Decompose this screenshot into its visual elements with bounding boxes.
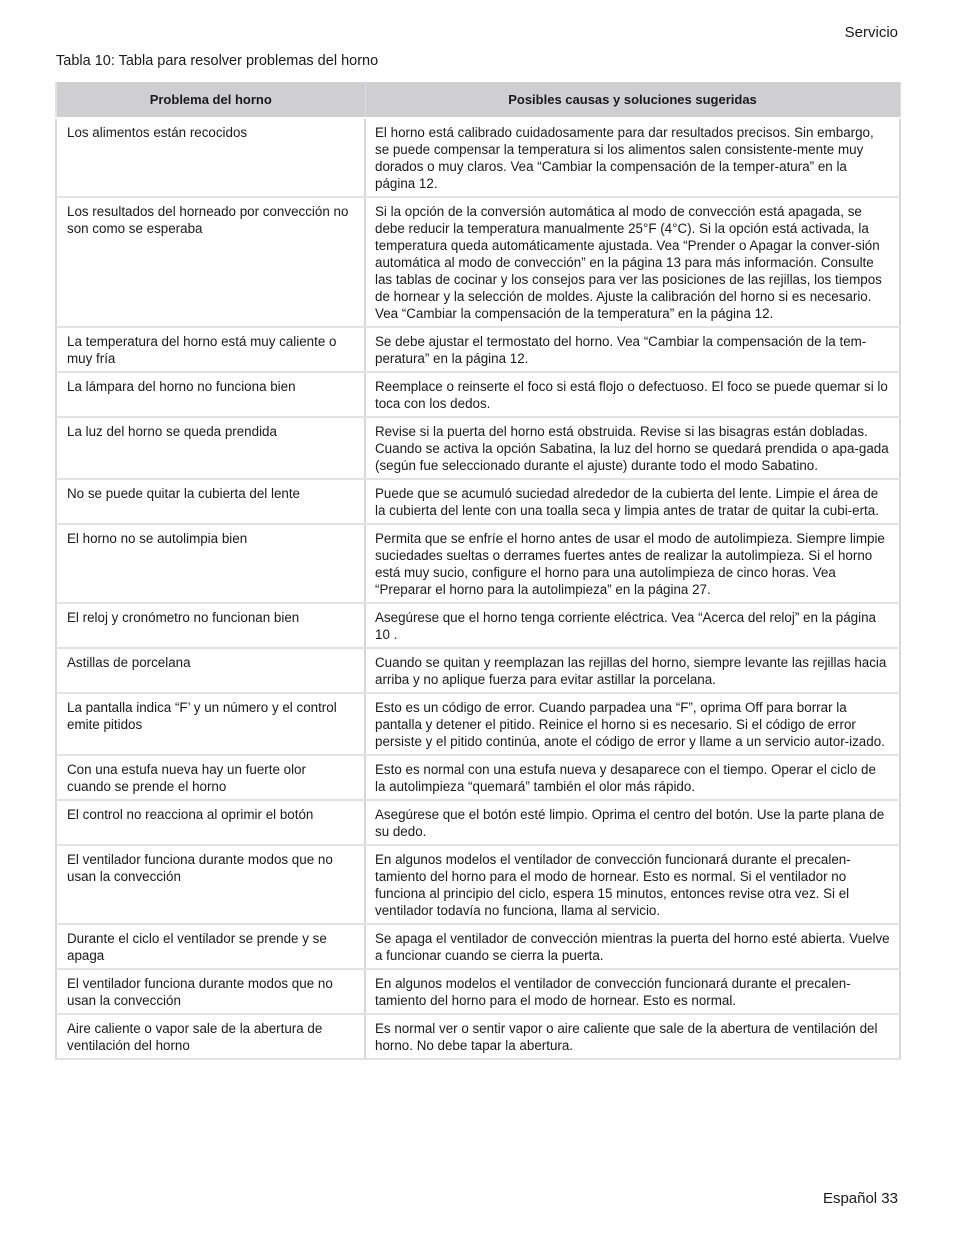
table-row [56,800,900,845]
table-row [56,1014,900,1059]
solution-cell: Cuando se quitan y reemplazan las rejillas del horno, siempre levante las rejillas hacia arriba y no aplique fuerza para evitar astillar la porcelana. [365,648,900,693]
problem-cell: El ventilador funciona durante modos que no usan la convección [56,845,365,924]
table-row [56,845,900,924]
column-header-solutions: Posibles causas y soluciones sugeridas [365,81,900,118]
solution-cell: En algunos modelos el ventilador de convección funcionará durante el precalen-tamiento del horno para el modo de hornear. Esto es normal. Si el ventilador no funciona al principio del ciclo, espera 15 minutos, entonces revise otra vez. Si el ventilador todavía no funciona, llama al servicio. [365,845,900,924]
table-row [56,648,900,693]
solution-cell: Reemplace o reinserte el foco si está flojo o defectuoso. El foco se puede quemar si lo toca con los dedos. [365,372,900,417]
running-head: Servicio [844,24,898,41]
solution-cell: Puede que se acumuló suciedad alrededor de la cubierta del lente. Limpie el área de la cubierta del lente con una toalla seca y limpia antes de tratar de quitar la cubi-erta. [365,479,900,524]
problem-cell: No se puede quitar la cubierta del lente [56,479,365,524]
solution-cell: Permita que se enfríe el horno antes de usar el modo de autolimpieza. Siempre limpie suciedades sueltas o derrames fuertes antes de realizar la autolimpieza. Si el horno está muy sucio, configure el horno para una autolimpieza de cinco horas. Vea “Preparar el horno para la autolimpieza” en la página 27. [365,524,900,603]
table-row [56,755,900,800]
problem-cell: El reloj y cronómetro no funcionan bien [56,603,365,648]
problem-cell: La lámpara del horno no funciona bien [56,372,365,417]
problem-cell: La temperatura del horno está muy caliente o muy fría [56,327,365,372]
problem-cell: La pantalla indica “F’ y un número y el control emite pitidos [56,693,365,755]
problem-cell: La luz del horno se queda prendida [56,417,365,479]
table-caption: Tabla 10: Tabla para resolver problemas del horno [56,53,379,69]
solution-cell: Es normal ver o sentir vapor o aire caliente que sale de la abertura de ventilación del horno. No debe tapar la abertura. [365,1014,900,1059]
problem-cell: El control no reacciona al oprimir el botón [56,800,365,845]
troubleshooting-table [55,80,901,1060]
solution-cell: Se apaga el ventilador de convección mientras la puerta del horno esté abierta. Vuelve a funcionar cuando se cierra la puerta. [365,924,900,969]
table-header-row [56,81,900,118]
solution-cell: Si la opción de la conversión automática al modo de convección está apagada, se debe reducir la temperatura manualmente 25°F (4°C). Si la opción está activada, la temperatura queda automáticamente ajustada. Vea “Prender o Apagar la conver-sión automática al modo de convección” en la página 13 para más información. Consulte las tablas de cocinar y los consejos para ver las posiciones de las rejillas, los tiempos de hornear y la selección de moldes. Ajuste la calibración del horno si es necesario. Vea “Cambiar la compensación de la temperatura” en la página 12. [365,197,900,327]
solution-cell: Asegúrese que el botón esté limpio. Oprima el centro del botón. Use la parte plana de su dedo. [365,800,900,845]
problem-cell: Astillas de porcelana [56,648,365,693]
table-row [56,372,900,417]
problem-cell: El ventilador funciona durante modos que no usan la convección [56,969,365,1014]
table-row [56,924,900,969]
table-row [56,327,900,372]
table-row [56,693,900,755]
problem-cell: Durante el ciclo el ventilador se prende y se apaga [56,924,365,969]
problem-cell: Aire caliente o vapor sale de la abertura de ventilación del horno [56,1014,365,1059]
column-header-problem: Problema del horno [56,81,365,118]
solution-cell: Esto es un código de error. Cuando parpadea una “F”, oprima Off para borrar la pantalla y detener el pitido. Reinice el horno si es necesario. Si el código de error persiste y el pitido continúa, anote el código de error y llame a un servicio autor-izado. [365,693,900,755]
solution-cell: En algunos modelos el ventilador de convección funcionará durante el precalen-tamiento del horno para el modo de hornear. Esto es normal. [365,969,900,1014]
solution-cell: Se debe ajustar el termostato del horno. Vea “Cambiar la compensación de la tem-peratura” en la página 12. [365,327,900,372]
troubleshooting-table-container [55,80,899,1060]
table-row [56,118,900,197]
problem-cell: El horno no se autolimpia bien [56,524,365,603]
page-number: Español 33 [822,1190,898,1207]
table-row [56,603,900,648]
table-row [56,524,900,603]
table-row [56,479,900,524]
problem-cell: Con una estufa nueva hay un fuerte olor cuando se prende el horno [56,755,365,800]
table-row [56,969,900,1014]
table-row [56,197,900,327]
table-row [56,417,900,479]
problem-cell: Los alimentos están recocidos [56,118,365,197]
solution-cell: Asegúrese que el horno tenga corriente eléctrica. Vea “Acerca del reloj” en la página 10 . [365,603,900,648]
solution-cell: El horno está calibrado cuidadosamente para dar resultados precisos. Sin embargo, se puede compensar la temperatura si los alimentos salen consistente-mente muy dorados o muy claros. Vea “Cambiar la compensación de la temper-atura” en la página 12. [365,118,900,197]
solution-cell: Revise si la puerta del horno está obstruida. Revise si las bisagras están dobladas. Cuando se activa la opción Sabatina, la luz del horno se quedará prendida o apa-gada (según fue seleccionado durante el ajuste) durante todo el modo Sabatino. [365,417,900,479]
problem-cell: Los resultados del horneado por convección no son como se esperaba [56,197,365,327]
table-body [56,118,900,1059]
solution-cell: Esto es normal con una estufa nueva y desaparece con el tiempo. Operar el ciclo de la autolimpieza “quemará” también el olor más rápido. [365,755,900,800]
